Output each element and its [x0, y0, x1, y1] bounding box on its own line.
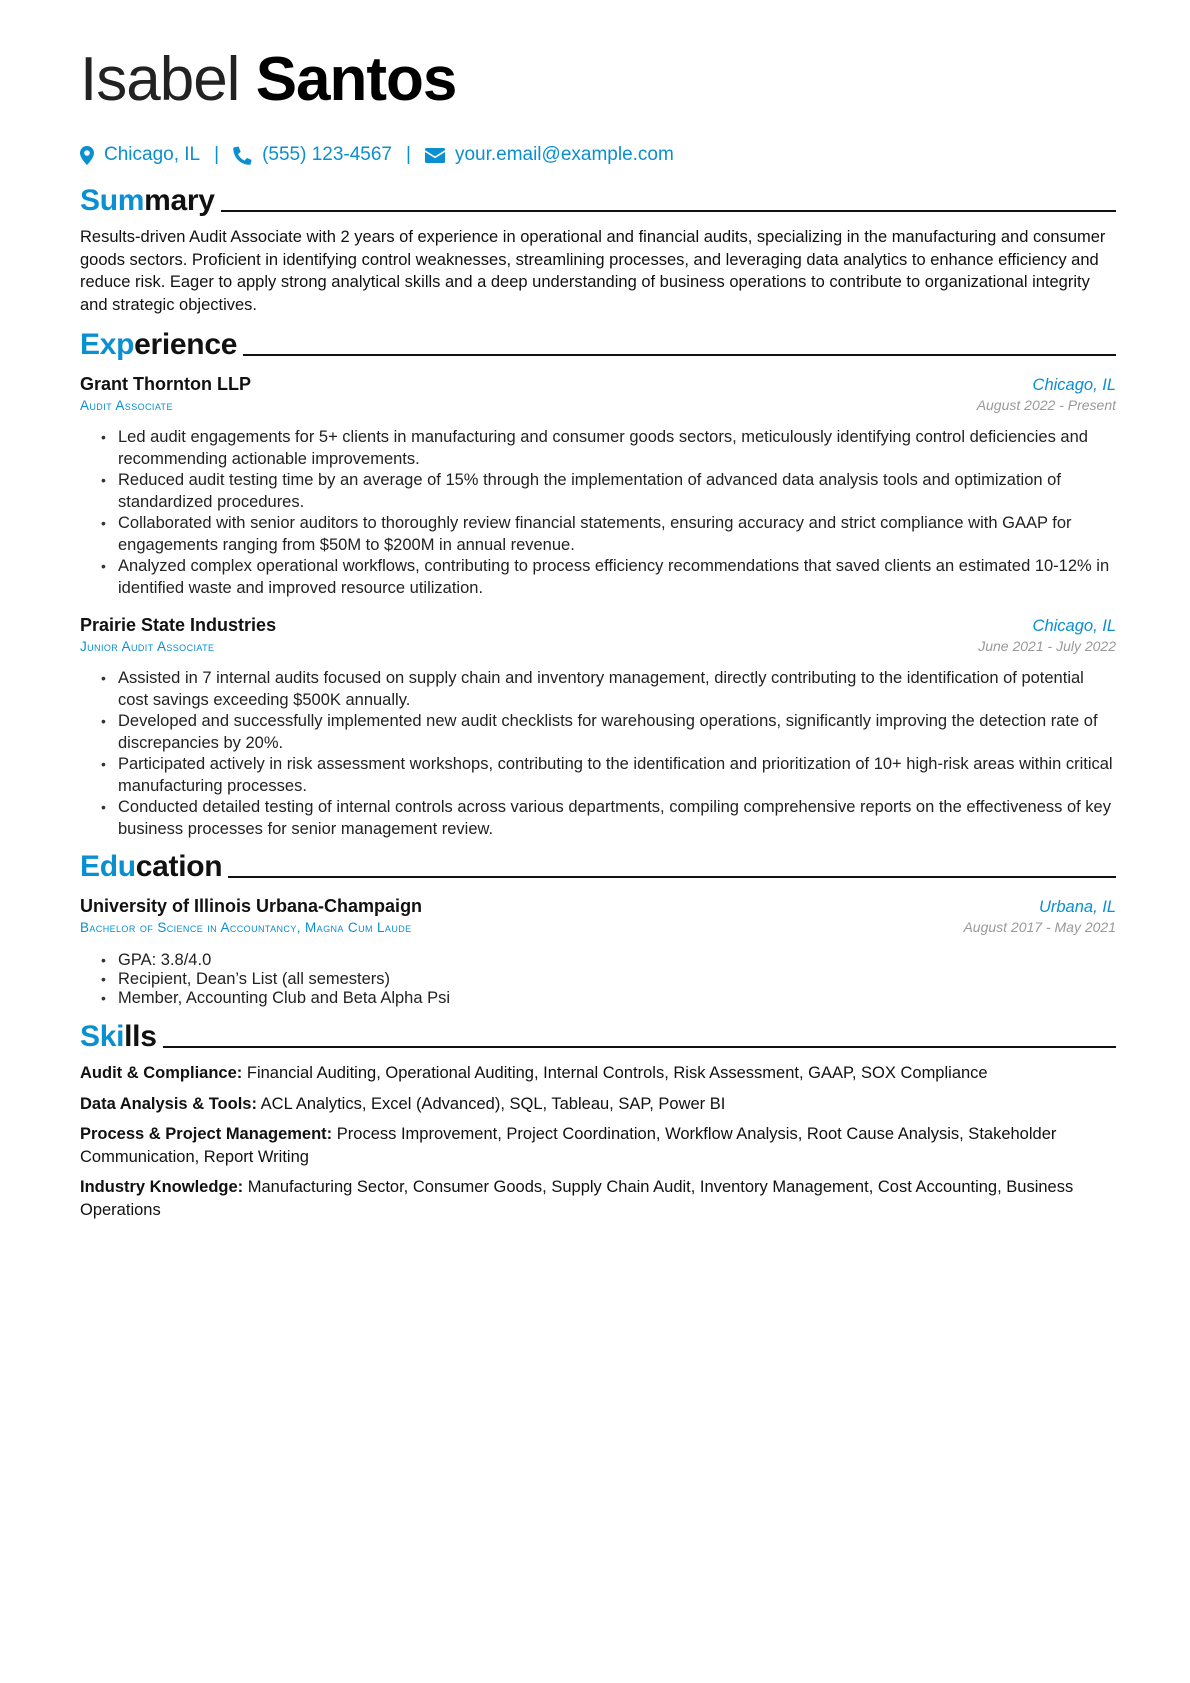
email-text: your.email@example.com: [454, 144, 674, 165]
contact-email[interactable]: [425, 144, 674, 166]
section-rule: [243, 354, 1116, 356]
list-item: • Led audit engagements for 5+ clients in manufacturing and consumer goods sectors, meticulously identifying control deficiencies and recommending actionable improvements.: [118, 427, 1116, 470]
skill-value: Process Improvement, Project Coordination, Workflow Analysis, Root Cause Analysis, Stakeholder Communication, Report Writing: [80, 1125, 1057, 1166]
section-title-accent: Edu: [80, 850, 136, 883]
skill-label: Data Analysis & Tools:: [80, 1094, 257, 1113]
section-rule: [228, 876, 1116, 878]
skill-row: [80, 1176, 1116, 1221]
list-item: • Reduced audit testing time by an average of 15% through the implementation of advanced data analysis tools and optimization of standardized procedures.: [118, 470, 1116, 513]
school-name: University of Illinois Urbana-Champaign: [80, 896, 423, 916]
list-item: • Participated actively in risk assessment workshops, contributing to the identification and prioritization of 10+ high-risk areas within critical manufacturing processes.: [118, 754, 1116, 797]
section-title-rest: mary: [144, 184, 215, 217]
phone-text: (555) 123-4567: [262, 144, 392, 165]
list-item: • Analyzed complex operational workflows, contributing to process efficiency recommendations that saved clients an estimated 10-12% in identified waste and improved resource utilization.: [118, 556, 1116, 599]
section-header-summary: [80, 178, 1116, 218]
section-title-rest: erience: [134, 328, 238, 361]
contact-location: [80, 144, 200, 166]
entry-location: Chicago, IL: [1032, 617, 1116, 635]
section-title-accent: Ski: [80, 1020, 125, 1053]
envelope-icon: [425, 148, 445, 163]
section-header-education: [80, 844, 1116, 884]
section-title-rest: lls: [124, 1020, 157, 1053]
education-list: [80, 951, 1116, 1008]
achievement-list: [80, 668, 1116, 840]
section-rule: [221, 210, 1116, 212]
degree-name: Bachelor of Science in Accountancy, Magna Cum Laude: [80, 920, 412, 935]
company-name: Grant Thornton LLP: [80, 374, 251, 394]
achievement-list: [80, 427, 1116, 599]
section-title: [80, 1020, 157, 1054]
experience-entry: [80, 615, 1116, 840]
section-title-accent: Exp: [80, 328, 135, 361]
contact-line: [80, 142, 1116, 168]
company-name: Prairie State Industries: [80, 615, 277, 635]
list-item: • Recipient, Dean’s List (all semesters): [118, 970, 1116, 989]
list-item: • Conducted detailed testing of internal controls across various departments, compiling comprehensive reports on the effectiveness of key business processes for senior management review.: [118, 797, 1116, 840]
section-title-rest: cation: [135, 850, 223, 883]
entry-dates: June 2021 - July 2022: [978, 638, 1116, 654]
skill-row: [80, 1093, 1116, 1116]
contact-phone[interactable]: [233, 144, 392, 166]
skill-label: Industry Knowledge:: [80, 1178, 244, 1196]
job-role: Audit Associate: [80, 398, 173, 413]
experience-entry: [80, 374, 1116, 599]
education-entry: [80, 896, 1116, 1008]
skill-label: Process & Project Management:: [80, 1125, 333, 1143]
summary-text: Results-driven Audit Associate with 2 years of experience in operational and financial audits, specializing in the manufacturing and consumer goods sectors. Proficient in identifying control weaknesses, streamlining processes, and leveraging data analytics to enhance efficiency and reduce risk. Eager to apply strong analytical skills and a deep understanding of business operations to contribute to organizational integrity and strategic objectives.: [80, 228, 1106, 314]
skill-row: [80, 1123, 1116, 1168]
location-text: Chicago, IL: [104, 144, 201, 165]
map-marker-icon: [80, 146, 94, 165]
section-title: [80, 850, 222, 884]
skill-row: [80, 1062, 1116, 1085]
contact-separator: |: [406, 144, 411, 165]
skill-value: Manufacturing Sector, Consumer Goods, Supply Chain Audit, Inventory Management, Cost Accounting, Business Operations: [80, 1178, 1074, 1219]
entry-location: Chicago, IL: [1032, 376, 1116, 394]
list-item: • GPA: 3.8/4.0: [118, 951, 1116, 970]
section-title-accent: Sum: [80, 184, 145, 217]
last-name: Santos: [255, 45, 457, 114]
entry-dates: August 2017 - May 2021: [963, 919, 1116, 935]
candidate-name: [80, 40, 1116, 120]
skill-label: Audit & Compliance:: [80, 1064, 243, 1082]
list-item: • Assisted in 7 internal audits focused on supply chain and inventory management, directly contributing to the identification of potential cost savings exceeding $500K annually.: [118, 668, 1116, 711]
skill-value: ACL Analytics, Excel (Advanced), SQL, Tableau, SAP, Power BI: [260, 1094, 726, 1113]
resume-page: [80, 40, 1116, 1221]
list-item: • Member, Accounting Club and Beta Alpha Psi: [118, 989, 1116, 1008]
list-item: • Collaborated with senior auditors to thoroughly review financial statements, ensuring accuracy and strict compliance with GAAP for engagements ranging from $50M to $200M in annual revenue.: [118, 513, 1116, 556]
entry-location: Urbana, IL: [1038, 898, 1116, 916]
list-item: • Developed and successfully implemented new audit checklists for warehousing operations, significantly improving the detection rate of discrepancies by 20%.: [118, 711, 1116, 754]
section-title: [80, 184, 215, 218]
contact-separator: |: [214, 144, 220, 165]
phone-icon: [233, 146, 252, 165]
section-header-experience: [80, 322, 1116, 362]
entry-dates: August 2022 - Present: [976, 397, 1116, 413]
first-name: Isabel: [80, 45, 240, 114]
skill-value: Financial Auditing, Operational Auditing, Internal Controls, Risk Assessment, GAAP, SOX Compliance: [246, 1064, 988, 1082]
section-header-skills: [80, 1014, 1116, 1054]
job-role: Junior Audit Associate: [80, 639, 215, 654]
section-title: [80, 328, 237, 362]
section-rule: [163, 1046, 1116, 1048]
